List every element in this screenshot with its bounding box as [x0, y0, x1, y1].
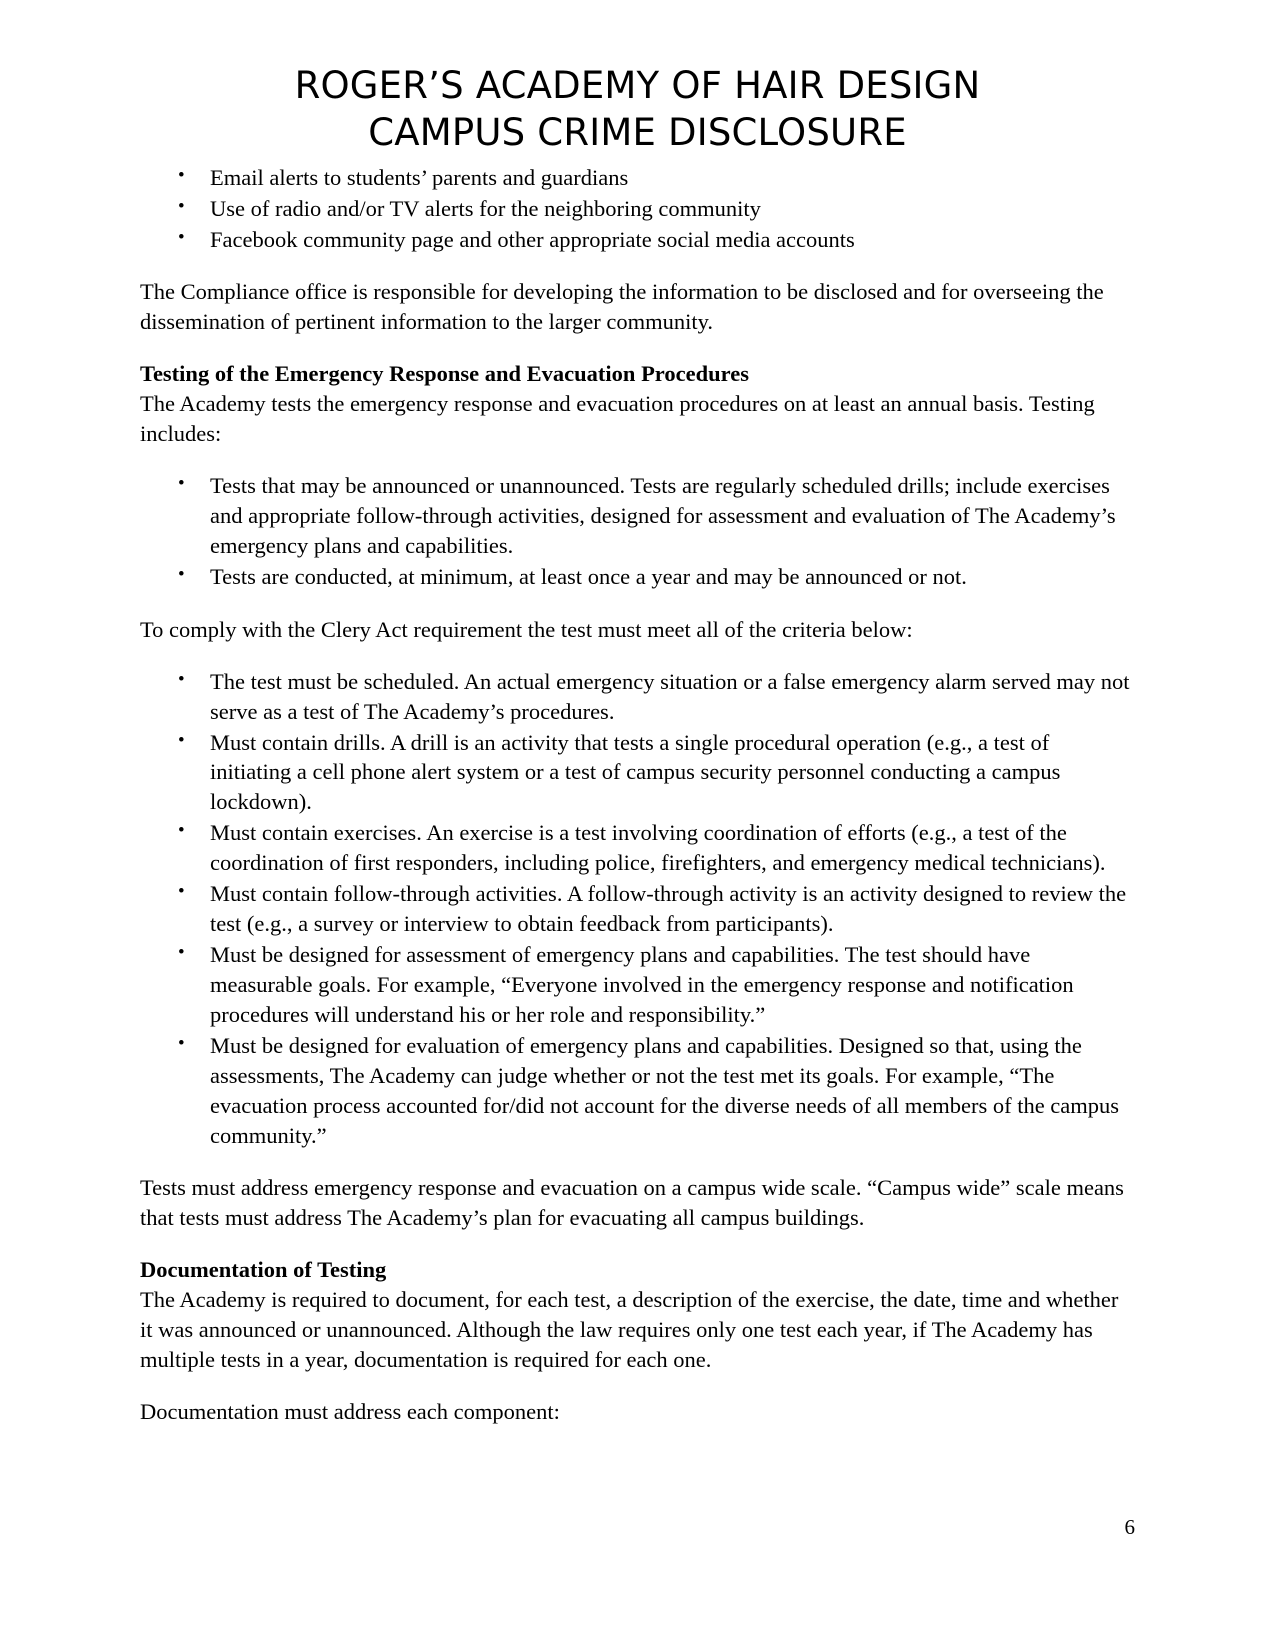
- documentation-closing: Documentation must address each component:: [140, 1398, 560, 1424]
- compliance-paragraph: The Compliance office is responsible for developing the information to be disclosed and for overseeing the dissemination of pertinent information to the larger community.: [140, 279, 1104, 335]
- list-item: • Facebook community page and other appropriate social media accounts: [140, 225, 1135, 255]
- document-title: [140, 62, 1135, 157]
- documentation-heading: Documentation of Testing: [140, 1257, 387, 1283]
- list-item: • Tests are conducted, at minimum, at least once a year and may be announced or not.: [140, 562, 1135, 592]
- list-item: • Must contain exercises. An exercise is a test involving coordination of efforts (e.g., a test of the coordination of first responders, including police, firefighters, and emergency medical technicians).: [140, 818, 1135, 878]
- spacer: [140, 449, 1135, 471]
- list-item: • Must be designed for evaluation of emergency plans and capabilities. Designed so that, using the assessments, The Academy can judge whether or not the test met its goals. For example, “The evacuation process accounted for/did not account for the diverse needs of all members of the campus community.”: [140, 1031, 1135, 1151]
- testing-heading: Testing of the Emergency Response and Evacuation Procedures: [140, 361, 749, 387]
- spacer: [140, 1233, 1135, 1255]
- spacer: [140, 645, 1135, 667]
- title-line-1: ROGER’S ACADEMY OF HAIR DESIGN: [294, 64, 981, 107]
- list-item: • Tests that may be announced or unannounced. Tests are regularly scheduled drills; include exercises and appropriate follow-through activities, designed for assessment and evaluation of The Academy’s emergency plans and capabilities.: [140, 471, 1135, 561]
- list-item: • Use of radio and/or TV alerts for the neighboring community: [140, 194, 1135, 224]
- campus-wide-paragraph: Tests must address emergency response and evacuation on a campus wide scale. “Campus wide” scale means that tests must address The Academy’s plan for evacuating all campus buildings.: [140, 1175, 1124, 1231]
- list-item: • Email alerts to students’ parents and guardians: [140, 163, 1135, 193]
- spacer: [140, 255, 1135, 277]
- title-line-2: CAMPUS CRIME DISCLOSURE: [368, 111, 907, 155]
- list-item: • Must be designed for assessment of emergency plans and capabilities. The test should have measurable goals. For example, “Everyone involved in the emergency response and notification procedures will understand his or her role and responsibility.”: [140, 940, 1135, 1030]
- clery-paragraph: To comply with the Clery Act requirement the test must meet all of the criteria below:: [140, 616, 913, 642]
- documentation-paragraph: The Academy is required to document, for each test, a description of the exercise, the date, time and whether it was announced or unannounced. Although the law requires only one test each year, if The Academy has multiple tests in a year, documentation is required for each one.: [140, 1287, 1119, 1373]
- spacer: [140, 1375, 1135, 1397]
- list-item: • The test must be scheduled. An actual emergency situation or a false emergency alarm served may not serve as a test of The Academy’s procedures.: [140, 667, 1135, 727]
- testing-bullet-list: [140, 471, 1135, 592]
- spacer: [140, 1151, 1135, 1173]
- list-item: • Must contain drills. A drill is an activity that tests a single procedural operation (e.g., a test of initiating a cell phone alert system or a test of campus security personnel conducting a campus lockdown).: [140, 728, 1135, 818]
- spacer: [140, 593, 1135, 615]
- testing-paragraph: The Academy tests the emergency response and evacuation procedures on at least an annual basis. Testing includes:: [140, 391, 1095, 447]
- page-title: [140, 62, 1135, 157]
- list-item: • Must contain follow-through activities. A follow-through activity is an activity designed to review the test (e.g., a survey or interview to obtain feedback from participants).: [140, 879, 1135, 939]
- page-number: 6: [1124, 1515, 1135, 1539]
- clery-bullet-list: [140, 667, 1135, 1151]
- top-bullet-list: [140, 163, 1135, 255]
- spacer: [140, 337, 1135, 359]
